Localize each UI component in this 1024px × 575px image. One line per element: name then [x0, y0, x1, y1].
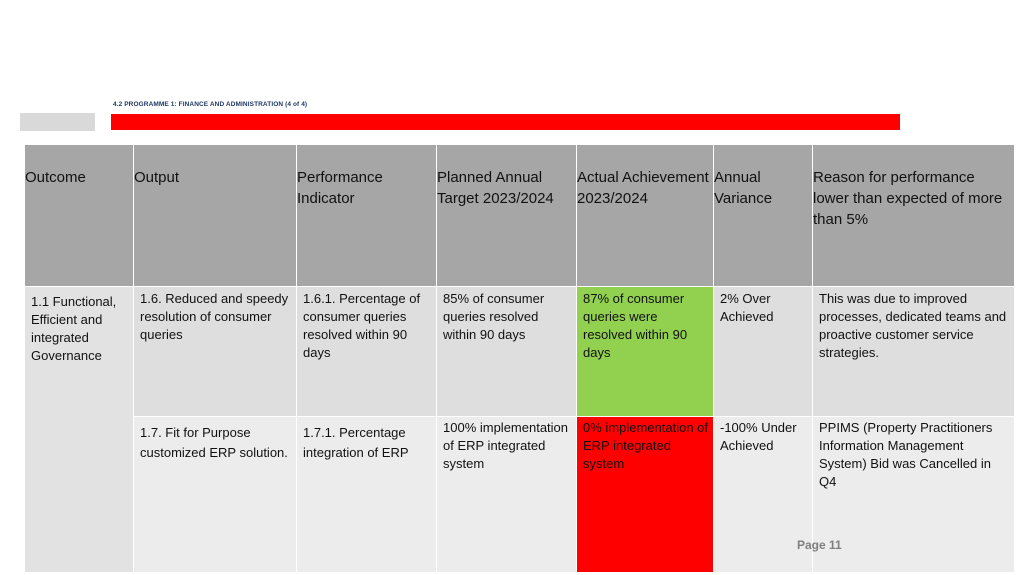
- indicator-cell-wrapper: [297, 417, 437, 573]
- indicator-cell: 1.7.1. Percentage integration of ERP: [303, 425, 409, 460]
- header-outcome: Outcome: [25, 145, 134, 287]
- table-row: [25, 287, 1015, 417]
- output-cell: 1.7. Fit for Purpose customized ERP solution.: [140, 425, 288, 460]
- red-title-bar: [111, 114, 900, 130]
- target-cell: 85% of consumer queries resolved within 90 days: [437, 287, 577, 417]
- outcome-cell: 1.1 Functional, Efficient and integrated Governance: [25, 287, 134, 573]
- page-number: Page 11: [797, 538, 842, 552]
- grey-marker-block: [20, 113, 95, 131]
- reason-cell: This was due to improved processes, dedicated teams and proactive customer service strategies.: [813, 287, 1015, 417]
- output-cell-wrapper: [134, 417, 297, 573]
- header-planned-target: Planned Annual Target 2023/2024: [437, 145, 577, 287]
- reason-cell: PPIMS (Property Practitioners Information Management System) Bid was Cancelled in Q4: [813, 417, 1015, 573]
- target-cell: 100% implementation of ERP integrated system: [437, 417, 577, 573]
- table-row: [25, 417, 1015, 573]
- actual-cell-not-achieved: 0% implementation of ERP integrated system: [577, 417, 714, 573]
- header-actual-achievement: Actual Achievement 2023/2024: [577, 145, 714, 287]
- table-header-row: [25, 145, 1015, 287]
- variance-cell: -100% Under Achieved: [714, 417, 813, 573]
- variance-cell: 2% Over Achieved: [714, 287, 813, 417]
- section-title: 4.2 PROGRAMME 1: FINANCE AND ADMINISTRATION (4 of 4): [113, 101, 308, 108]
- header-reason: Reason for performance lower than expected of more than 5%: [813, 145, 1015, 287]
- header-performance-indicator: Performance Indicator: [297, 145, 437, 287]
- header-output: Output: [134, 145, 297, 287]
- indicator-cell: 1.6.1. Percentage of consumer queries resolved within 90 days: [297, 287, 437, 417]
- output-cell: 1.6. Reduced and speedy resolution of consumer queries: [134, 287, 297, 417]
- header-annual-variance: Annual Variance: [714, 145, 813, 287]
- actual-cell-achieved: 87% of consumer queries were resolved within 90 days: [577, 287, 714, 417]
- performance-table: [24, 144, 1015, 573]
